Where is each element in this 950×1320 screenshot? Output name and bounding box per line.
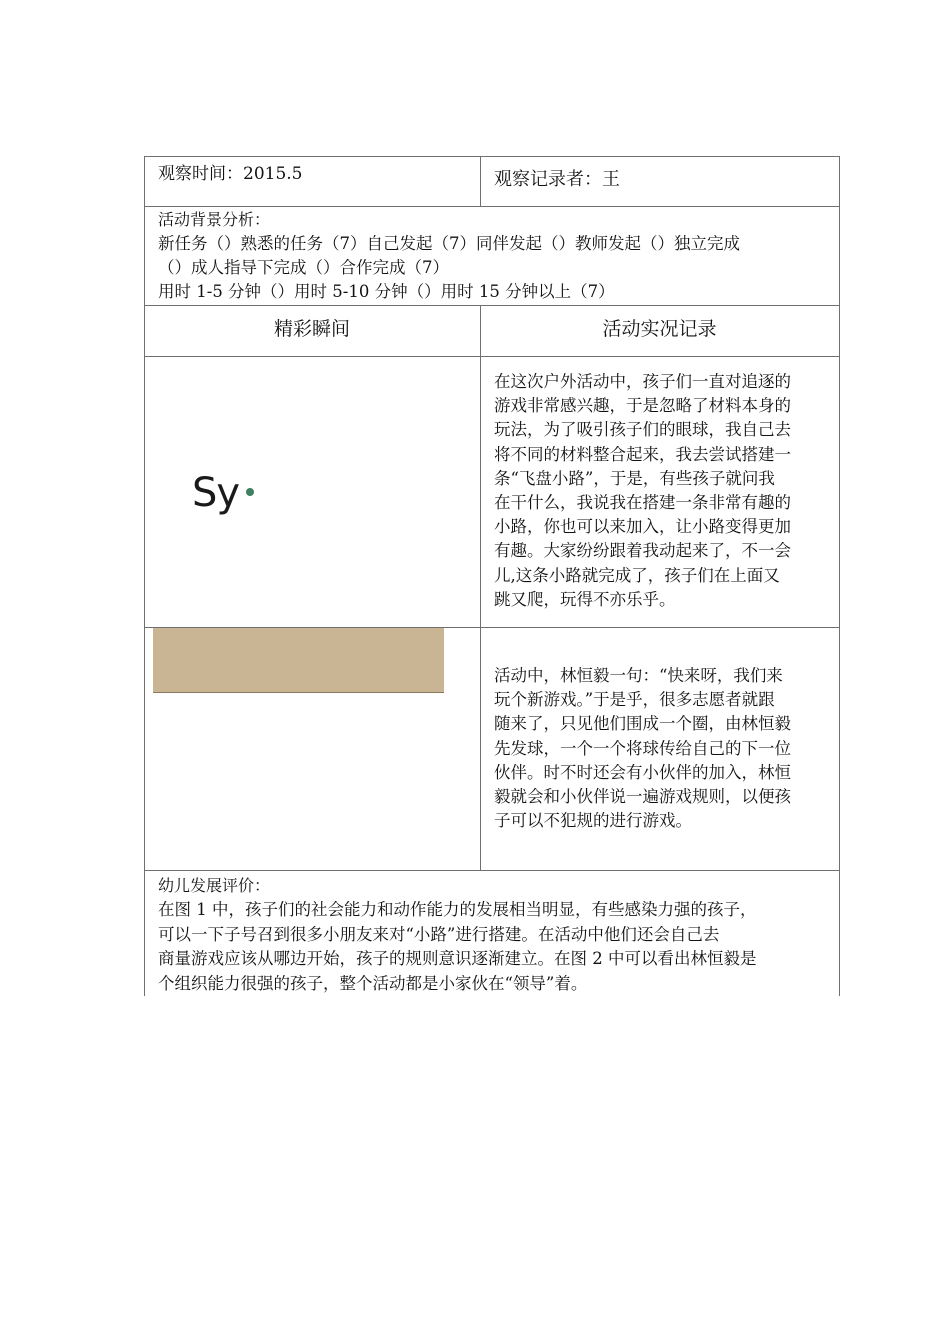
record1-line: 有趣。大家纷纷跟着我动起来了，不一会 [494,541,791,561]
record1-line: 游戏非常感兴趣，于是忽略了材料本身的 [494,396,791,416]
activity-record-2 [494,664,839,833]
record2-line: 子可以不犯规的进行游戏。 [494,811,692,831]
evaluation-line: 在图 1 中，孩子们的社会能力和动作能力的发展相当明显，有些感染力强的孩子， [158,900,757,919]
column-head-highlights: 精彩瞬间 [273,318,350,340]
column-divider-header [480,156,481,206]
record2-line: 活动中，林恒毅一句：“快来呀，我们来 [494,666,783,685]
row-divider-record2 [144,870,840,871]
background-line-2: （）成人指导下完成（）合作完成（7） [158,258,449,277]
table-border-left [144,156,145,996]
column-head-activity-record: 活动实况记录 [602,318,717,340]
table-border-right [839,156,840,996]
observation-time: 观察时间：2015.5 [158,164,303,184]
record2-line: 毅就会和小伙伴说一遍游戏规则，以便孩 [494,787,791,807]
evaluation-body [158,898,838,996]
evaluation-line: 个组织能力很强的孩子，整个活动都是小家伙在“领导”着。 [158,973,588,993]
record1-line: 在干什么，我说我在搭建一条非常有趣的 [494,493,791,513]
record2-line: 玩个新游戏。”于是乎，很多志愿者就跟 [494,690,775,710]
background-title: 活动背景分析： [158,210,271,229]
row-divider-column-heads [144,356,840,357]
record2-line: 随来了，只见他们围成一个圈，由林恒毅 [494,714,791,734]
record1-line: 将不同的材料整合起来，我去尝试搭建一 [494,444,791,464]
evaluation-line: 可以一下子号召到很多小朋友来对“小路”进行搭建。在活动中他们还会自己去 [158,924,720,944]
background-line-3: 用时 1-5 分钟（）用时 5-10 分钟（）用时 15 分钟以上（7） [158,282,615,301]
row-divider-header [144,206,840,207]
record1-line: 在这次户外活动中，孩子们一直对追逐的 [494,372,791,391]
column-divider-body [480,305,481,870]
record2-line: 先发球，一个一个将球传给自己的下一位 [494,738,791,758]
record1-line: 跳又爬，玩得不亦乐乎。 [494,589,676,609]
photo-1-logo: Sy [192,470,240,516]
activity-record-1 [494,370,839,612]
photo-2 [153,628,444,693]
evaluation-title: 幼儿发展评价： [158,876,271,895]
record1-line: 条“飞盘小路”，于是，有些孩子就问我 [494,468,775,488]
record1-line: 小路，你也可以来加入，让小路变得更加 [494,517,791,537]
observer-name: 观察记录者：王 [494,169,620,190]
background-line-1: 新任务（）熟悉的任务（7）自己发起（7）同伴发起（）教师发起（）独立完成 [158,234,740,253]
record1-line: 儿,这条小路就完成了，孩子们在上面又 [494,565,780,585]
row-divider-background [144,305,840,306]
evaluation-line: 商量游戏应该从哪边开始，孩子的规则意识逐渐建立。在图 2 中可以看出林恒毅是 [158,949,757,968]
record2-line: 伙伴。时不时还会有小伙伴的加入，林恒 [494,762,791,782]
record1-line: 玩法，为了吸引孩子们的眼球，我自己去 [494,420,791,440]
table-border-top [144,156,840,157]
logo-dot-icon [246,488,254,496]
